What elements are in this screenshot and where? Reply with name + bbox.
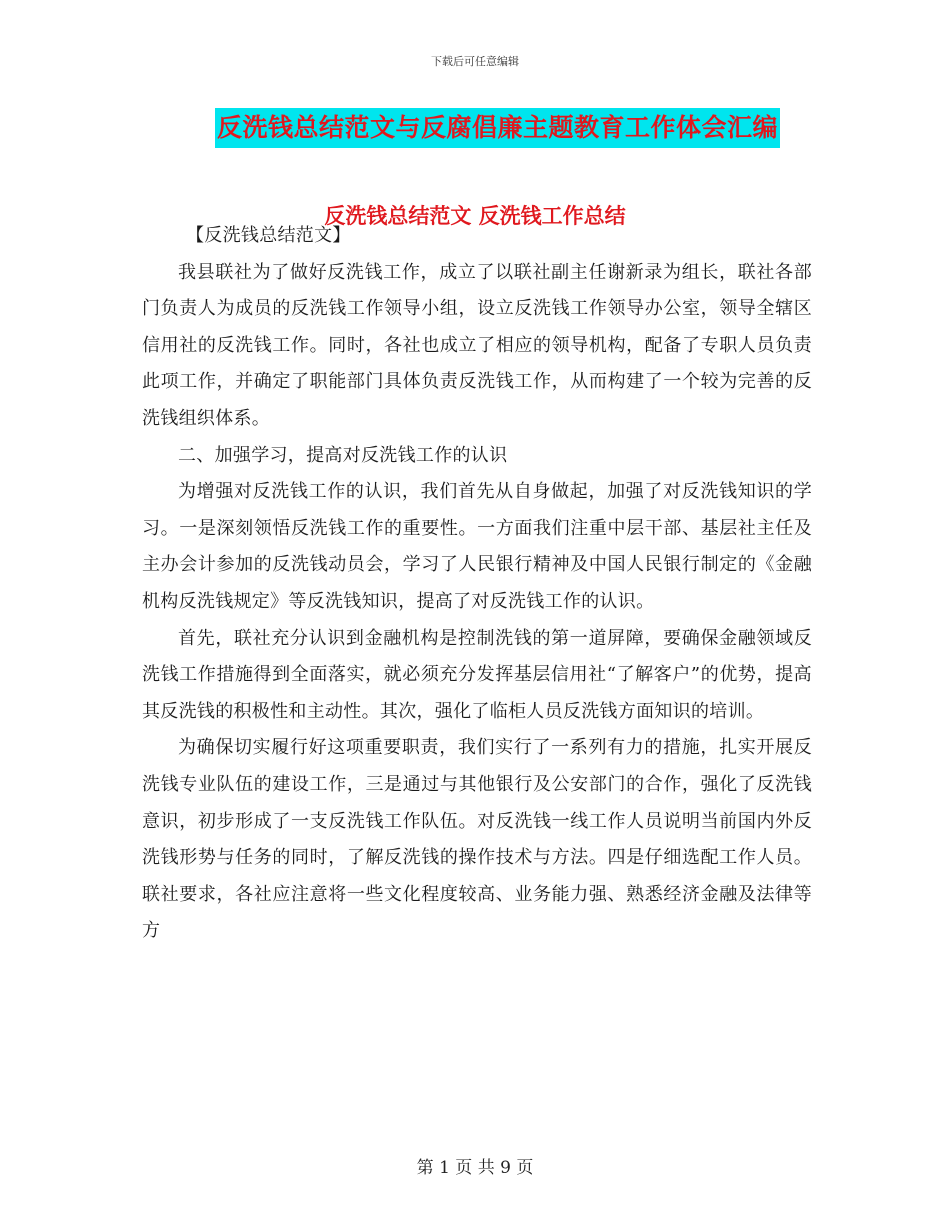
paragraph: 为增强对反洗钱工作的认识，我们首先从自身做起，加强了对反洗钱知识的学习。一是深刻领悟反洗钱工作的重要性。一方面我们注重中层干部、基层社主任及主办会计参加的反洗钱动员会，学习了人民银行精神及中国人民银行制定的《金融机构反洗钱规定》等反洗钱知识，提高了对反洗钱工作的认识。: [142, 481, 812, 612]
document-title: [0, 108, 950, 148]
paragraph: 我县联社为了做好反洗钱工作，成立了以联社副主任谢新录为组长，联社各部门负责人为成员的反洗钱工作领导小组，设立反洗钱工作领导办公室，领导全辖区信用社的反洗钱工作。同时，各社也成立了相应的领导机构，配备了专职人员负责此项工作，并确定了职能部门具体负责反洗钱工作，从而构建了一个较为完善的反洗钱组织体系。: [142, 261, 812, 429]
document-body: [142, 218, 812, 950]
paragraph-label: 【反洗钱总结范文】: [186, 225, 351, 246]
header-note: 下载后可任意编辑: [431, 55, 519, 68]
section-title: 反洗钱总结范文 反洗钱工作总结: [324, 204, 626, 228]
paragraph: 首先，联社充分认识到金融机构是控制洗钱的第一道屏障，要确保金融领域反洗钱工作措施得到全面落实，就必须充分发挥基层信用社“了解客户”的优势，提高其反洗钱的积极性和主动性。其次，强化了临柜人员反洗钱方面知识的培训。: [142, 627, 812, 722]
document-title-text: 反洗钱总结范文与反腐倡廉主题教育工作体会汇编: [215, 108, 780, 148]
paragraph-heading: 二、加强学习，提高对反洗钱工作的认识: [178, 444, 508, 466]
paragraph: 为确保切实履行好这项重要职责，我们实行了一系列有力的措施，扎实开展反洗钱专业队伍的建设工作，三是通过与其他银行及公安部门的合作，强化了反洗钱意识，初步形成了一支反洗钱工作队伍。对反洗钱一线工作人员说明当前国内外反洗钱形势与任务的同时，了解反洗钱的操作技术与方法。四是仔细选配工作人员。联社要求，各社应注意将一些文化程度较高、业务能力强、熟悉经济金融及法律等方: [142, 737, 812, 942]
page-footer: 第 1 页 共 9 页: [416, 1158, 534, 1178]
